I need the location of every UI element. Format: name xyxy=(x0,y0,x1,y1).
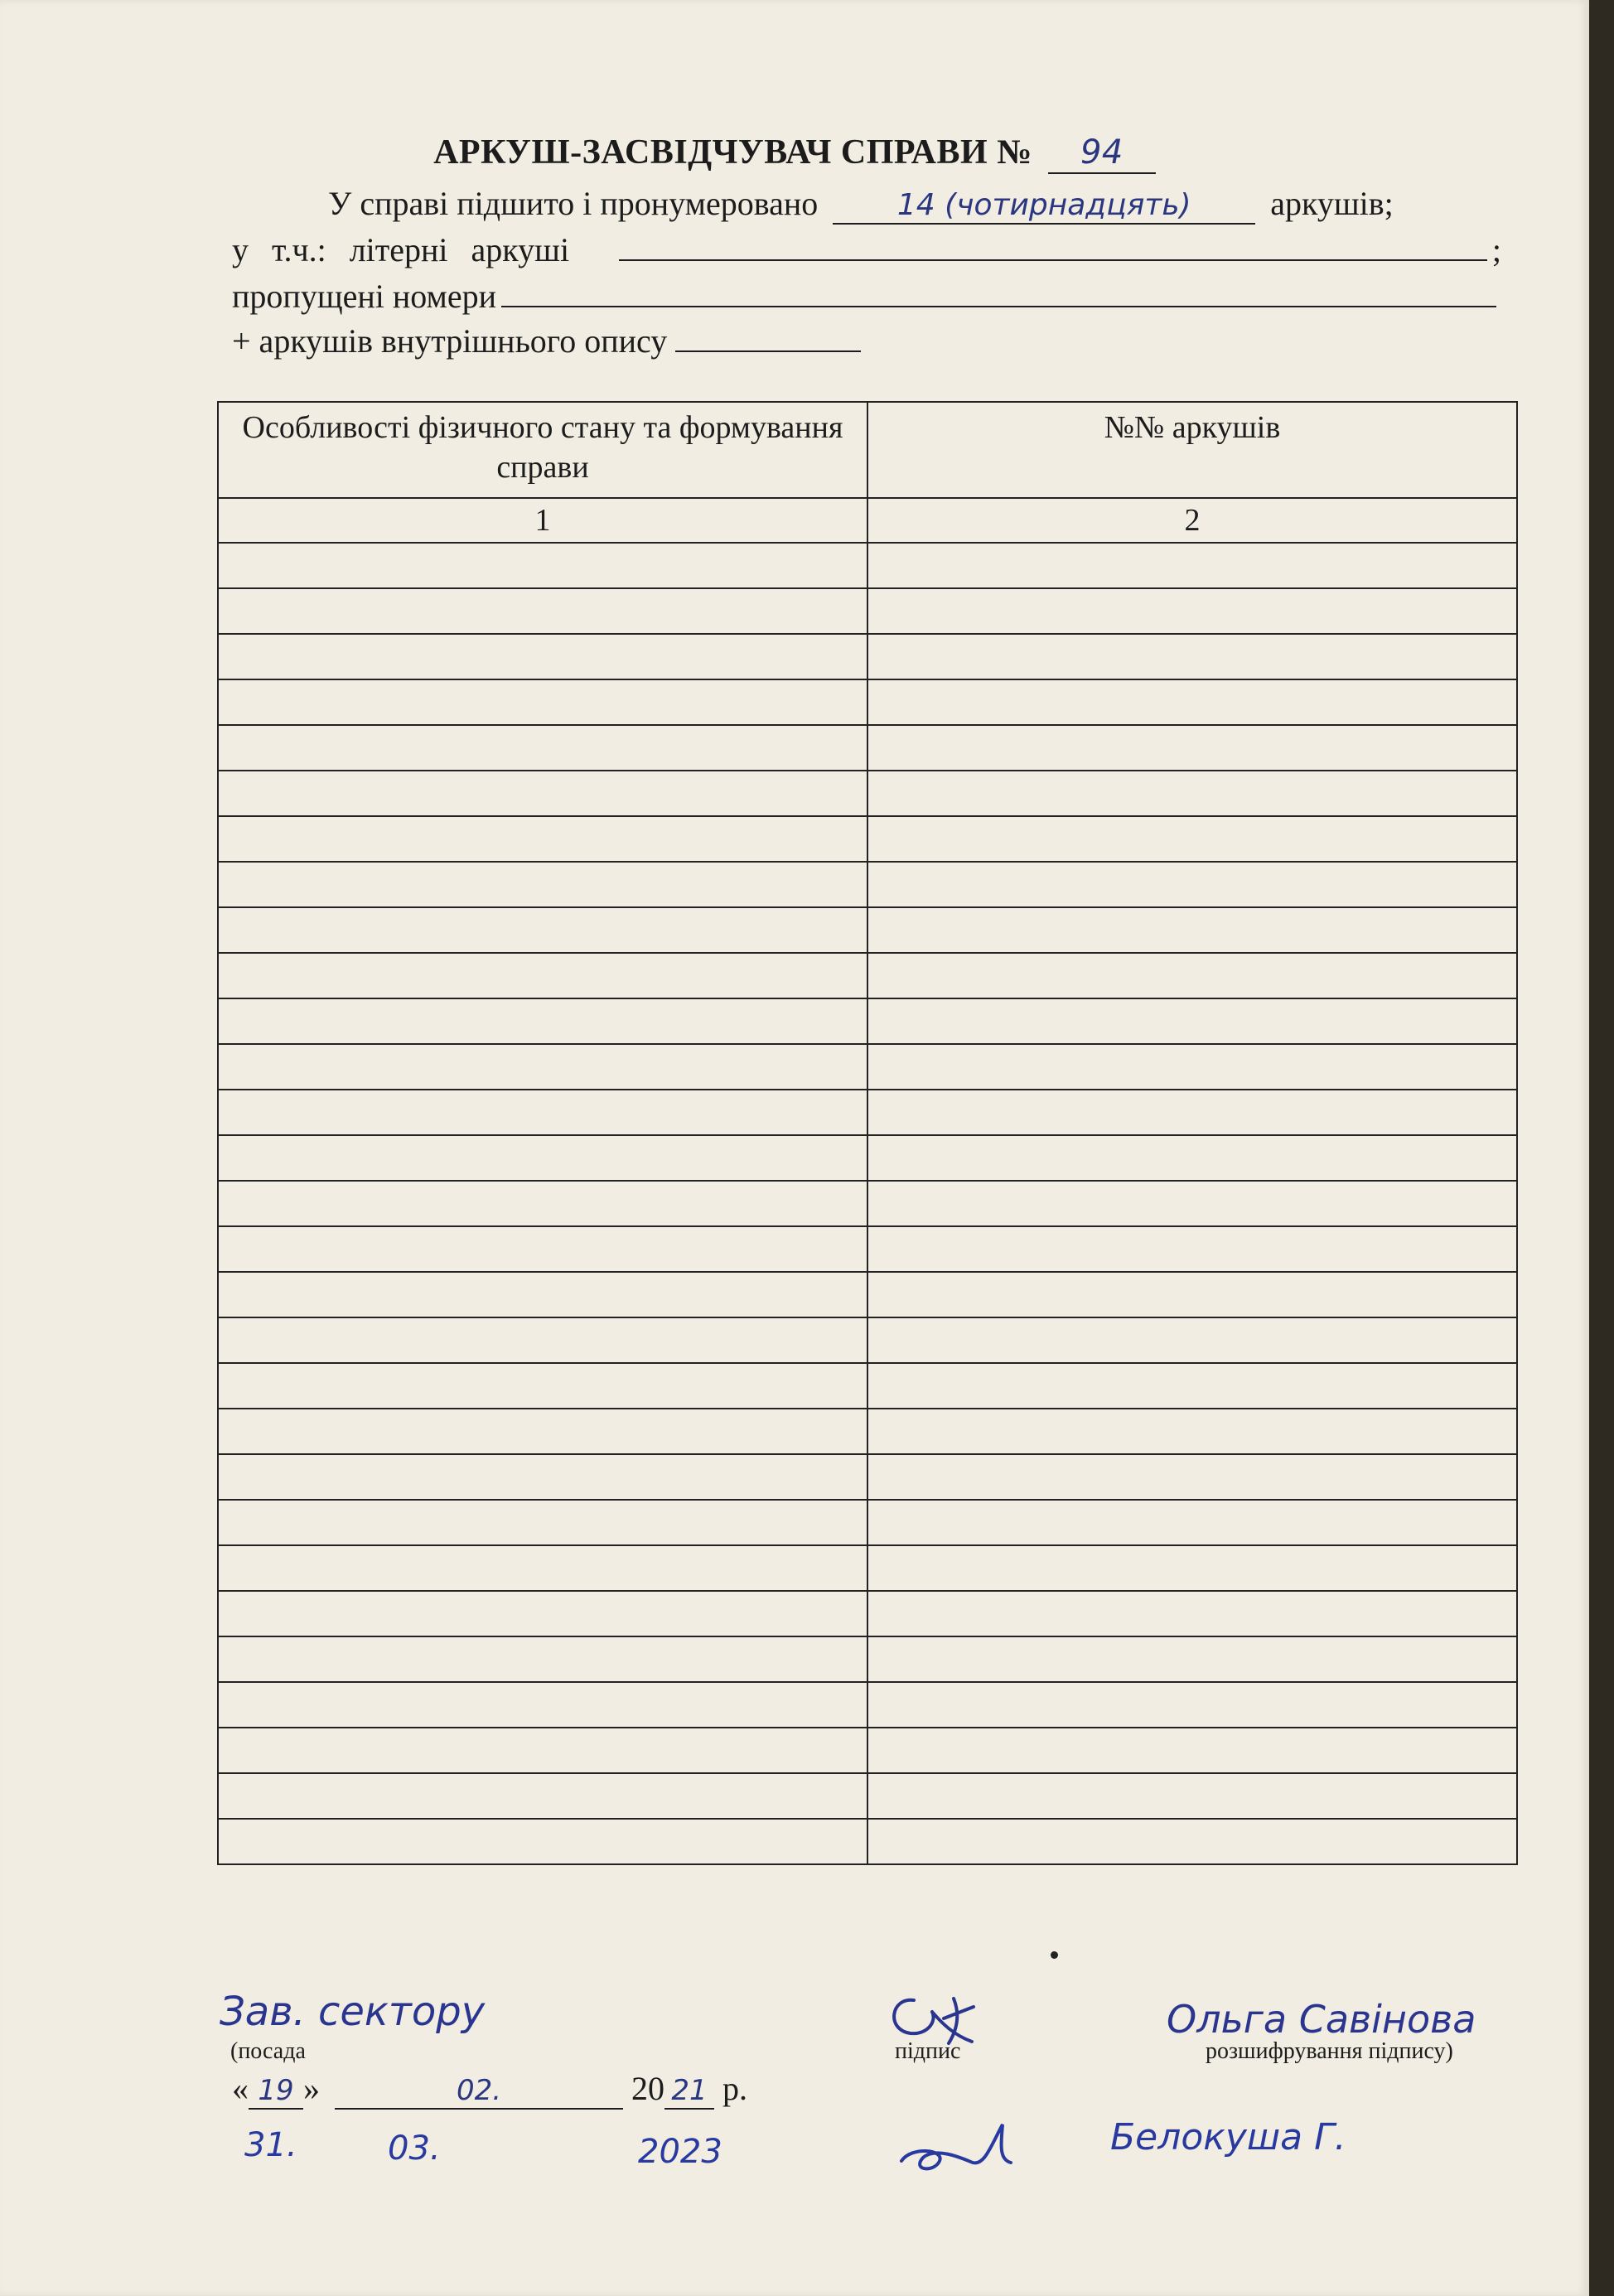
table-row xyxy=(218,998,1517,1044)
inner-inventory-line xyxy=(232,321,861,360)
table-cell-sheets xyxy=(867,1454,1517,1500)
table-row xyxy=(218,1728,1517,1773)
case-number: 94 xyxy=(1080,133,1124,172)
table-cell-state xyxy=(218,1044,867,1090)
title-text: АРКУШ-ЗАСВІДЧУВАЧ СПРАВИ № xyxy=(433,133,1032,172)
table-header-row xyxy=(218,402,1517,498)
table-row xyxy=(218,1135,1517,1181)
date-day: 19 xyxy=(258,2074,294,2107)
table-cell-state xyxy=(218,634,867,679)
table-row xyxy=(218,1090,1517,1135)
table-row xyxy=(218,679,1517,725)
table-row xyxy=(218,1409,1517,1454)
date-line xyxy=(232,2069,747,2110)
inner-inventory-blank xyxy=(675,326,861,352)
annotation-year: 2023 xyxy=(638,2133,722,2171)
table-cell-sheets xyxy=(867,1636,1517,1682)
table-row xyxy=(218,816,1517,862)
annotation-name: Белокуша Г. xyxy=(1110,2116,1346,2158)
table-cell-sheets xyxy=(867,725,1517,771)
table-row xyxy=(218,1545,1517,1591)
table-row xyxy=(218,1773,1517,1819)
lettered-end: ; xyxy=(1491,231,1501,268)
table-cell-sheets xyxy=(867,953,1517,998)
date-year-end: р. xyxy=(722,2070,747,2107)
table-cell-sheets xyxy=(867,1272,1517,1317)
table-cell-state xyxy=(218,1728,867,1773)
table-cell-state xyxy=(218,862,867,907)
table-row xyxy=(218,1044,1517,1090)
table-cell-state xyxy=(218,998,867,1044)
table-row xyxy=(218,1454,1517,1500)
table-cell-sheets xyxy=(867,816,1517,862)
sewn-suffix: аркушів; xyxy=(1270,185,1394,222)
table-cell-state xyxy=(218,907,867,953)
col1-index: 1 xyxy=(218,498,867,543)
date-open-quote: « xyxy=(232,2070,249,2107)
table-cell-state xyxy=(218,543,867,588)
date-close-quote: » xyxy=(303,2070,320,2107)
table-row xyxy=(218,907,1517,953)
table-cell-state xyxy=(218,1272,867,1317)
table-cell-state xyxy=(218,1636,867,1682)
annotation-signature-mark xyxy=(887,2113,1052,2187)
date-year-suffix: 21 xyxy=(671,2074,708,2107)
table-cell-sheets xyxy=(867,1363,1517,1409)
table-row xyxy=(218,725,1517,771)
table-cell-sheets xyxy=(867,543,1517,588)
missing-numbers-line xyxy=(232,277,1501,316)
col2-index: 2 xyxy=(867,498,1517,543)
table-cell-sheets xyxy=(867,1317,1517,1363)
table-cell-sheets xyxy=(867,1773,1517,1819)
date-year-blank xyxy=(664,2069,714,2110)
table-cell-sheets xyxy=(867,1135,1517,1181)
table-cell-state xyxy=(218,1591,867,1636)
table-cell-sheets xyxy=(867,862,1517,907)
case-number-blank xyxy=(1048,133,1156,174)
table-cell-state xyxy=(218,1545,867,1591)
table-row xyxy=(218,1226,1517,1272)
table-row xyxy=(218,862,1517,907)
sewn-prefix: У справі підшито і пронумеровано xyxy=(328,185,819,222)
table-cell-sheets xyxy=(867,679,1517,725)
physical-state-table xyxy=(217,401,1518,1865)
table-row xyxy=(218,1272,1517,1317)
sewn-count: 14 (чотирнадцять) xyxy=(896,188,1191,222)
table-row xyxy=(218,543,1517,588)
table-cell-state xyxy=(218,1682,867,1728)
table-row xyxy=(218,634,1517,679)
table-cell-sheets xyxy=(867,1500,1517,1545)
table-cell-state xyxy=(218,1363,867,1409)
table-row xyxy=(218,1500,1517,1545)
sewn-sheets-line xyxy=(328,184,1394,225)
missing-blank xyxy=(501,279,1496,307)
table-row xyxy=(218,953,1517,998)
table-cell-state xyxy=(218,1409,867,1454)
table-row xyxy=(218,1819,1517,1864)
table-index-row xyxy=(218,498,1517,543)
page-title xyxy=(0,133,1589,174)
table-cell-state xyxy=(218,1135,867,1181)
table-cell-state xyxy=(218,771,867,816)
annotation-day: 31. xyxy=(244,2126,297,2164)
col2-header: №№ аркушів xyxy=(867,402,1517,498)
table-cell-sheets xyxy=(867,771,1517,816)
table-cell-sheets xyxy=(867,1682,1517,1728)
table-row xyxy=(218,588,1517,634)
col1-header: Особливості фізичного стану та формування справи xyxy=(218,402,867,498)
table-cell-sheets xyxy=(867,998,1517,1044)
table-cell-sheets xyxy=(867,1545,1517,1591)
table-cell-state xyxy=(218,816,867,862)
table-row xyxy=(218,1181,1517,1226)
table-cell-sheets xyxy=(867,1181,1517,1226)
table-cell-state xyxy=(218,725,867,771)
table-cell-state xyxy=(218,1500,867,1545)
table-cell-sheets xyxy=(867,1591,1517,1636)
table-cell-state xyxy=(218,1773,867,1819)
table-cell-state xyxy=(218,1226,867,1272)
date-month-blank xyxy=(335,2069,623,2110)
table-cell-state xyxy=(218,1819,867,1864)
missing-label: пропущені номери xyxy=(232,278,497,315)
inner-inventory-label: + аркушів внутрішнього опису xyxy=(232,322,668,360)
table-cell-state xyxy=(218,953,867,998)
sewn-count-blank xyxy=(833,184,1255,225)
table-cell-state xyxy=(218,1454,867,1500)
table-row xyxy=(218,1363,1517,1409)
table-cell-sheets xyxy=(867,588,1517,634)
table-row xyxy=(218,1591,1517,1636)
table-cell-sheets xyxy=(867,1090,1517,1135)
table-cell-sheets xyxy=(867,1226,1517,1272)
date-year-prefix: 20 xyxy=(631,2070,664,2107)
name-handwritten: Ольга Савінова xyxy=(1167,1997,1476,2042)
lettered-blank xyxy=(619,233,1487,261)
table-cell-state xyxy=(218,679,867,725)
table-row xyxy=(218,771,1517,816)
table-cell-sheets xyxy=(867,1044,1517,1090)
table-cell-state xyxy=(218,1181,867,1226)
date-month: 02. xyxy=(456,2074,502,2107)
table-cell-state xyxy=(218,1090,867,1135)
table-cell-sheets xyxy=(867,1409,1517,1454)
date-day-blank xyxy=(249,2069,303,2110)
position-handwritten: Зав. сектору xyxy=(220,1989,486,2035)
table-cell-sheets xyxy=(867,1728,1517,1773)
table-cell-state xyxy=(218,1317,867,1363)
table-row xyxy=(218,1682,1517,1728)
table-cell-sheets xyxy=(867,634,1517,679)
table-row xyxy=(218,1636,1517,1682)
signature-caption: підпис xyxy=(895,2038,961,2064)
lettered-label: у т.ч.: літерні аркуші xyxy=(232,231,570,268)
table-cell-state xyxy=(218,588,867,634)
position-caption: (посада xyxy=(230,2038,306,2064)
name-caption: розшифрування підпису) xyxy=(1206,2038,1453,2064)
table-cell-sheets xyxy=(867,907,1517,953)
annotation-month: 03. xyxy=(388,2129,441,2168)
lettered-sheets-line xyxy=(232,230,1501,269)
table-row xyxy=(218,1317,1517,1363)
ink-dot xyxy=(1051,1951,1058,1959)
table-cell-sheets xyxy=(867,1819,1517,1864)
